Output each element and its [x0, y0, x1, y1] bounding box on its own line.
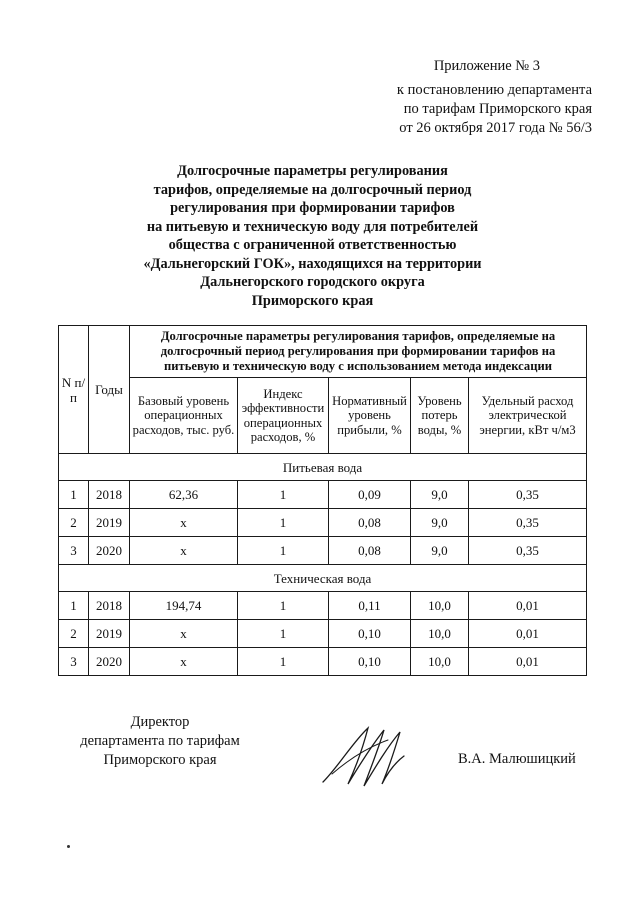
table-cell: 1 — [238, 592, 329, 620]
table-cell: 0,35 — [469, 537, 587, 565]
header-year: Годы — [89, 326, 130, 454]
signatory-role — [60, 713, 260, 770]
header-main: Долгосрочные параметры регулирования тарифов, определяемые на долгосрочный период регулирования при формировании тарифов на питьевую и техническую воду с использованием метода индексации — [130, 326, 587, 378]
appendix-ref-line: к постановлению департамента — [396, 82, 592, 98]
table-cell: 2020 — [89, 648, 130, 676]
table-row — [59, 481, 587, 509]
table-cell: 2018 — [89, 481, 130, 509]
table-cell: 2018 — [89, 592, 130, 620]
table-row — [59, 592, 587, 620]
title-line: общества с ограниченной ответственностью — [168, 237, 457, 253]
table-cell: 194,74 — [130, 592, 238, 620]
title-line: тарифов, определяемые на долгосрочный период — [153, 181, 472, 198]
appendix-ref-line: от 26 октября 2017 года № 56/3 — [399, 120, 592, 136]
table-cell: х — [130, 537, 238, 565]
appendix-ref-line: по тарифам Приморского края — [403, 101, 592, 117]
table-cell: 9,0 — [411, 481, 469, 509]
header-efficiency-index: Индекс эффективности операционных расходов, % — [238, 378, 329, 454]
section-header: Питьевая вода — [59, 454, 587, 481]
table-cell: 3 — [59, 537, 89, 565]
table-cell: 0,08 — [329, 509, 411, 537]
role-line: департамента по тарифам — [80, 733, 240, 749]
table-cell: 2019 — [89, 620, 130, 648]
table-cell: 0,10 — [329, 648, 411, 676]
table-cell: 1 — [238, 537, 329, 565]
table-cell: 1 — [238, 620, 329, 648]
title-line: регулирования при формировании тарифов — [170, 200, 455, 216]
table-cell: 0,01 — [469, 592, 587, 620]
header-num: N п/п — [59, 326, 89, 454]
table-cell: х — [130, 648, 238, 676]
table-cell: 62,36 — [130, 481, 238, 509]
title-line: Дальнегорского городского округа — [200, 274, 425, 290]
appendix-label: Приложение № 3 — [433, 58, 540, 74]
document-title — [80, 162, 545, 310]
table-cell: 2019 — [89, 509, 130, 537]
table-cell: 0,10 — [329, 620, 411, 648]
table-cell: 10,0 — [411, 620, 469, 648]
table-cell: 0,01 — [469, 620, 587, 648]
parameters-table — [58, 325, 587, 676]
table-cell: х — [130, 509, 238, 537]
header-energy-use: Удельный расход электрической энергии, кВт ч/м3 — [469, 378, 587, 454]
table-cell: х — [130, 620, 238, 648]
table-cell: 0,35 — [469, 481, 587, 509]
section-header: Техническая вода — [59, 565, 587, 592]
table-cell: 9,0 — [411, 537, 469, 565]
table-cell: 10,0 — [411, 592, 469, 620]
title-line: на питьевую и техническую воду для потребителей — [146, 218, 479, 235]
table-cell: 1 — [238, 509, 329, 537]
header-base-opex: Базовый уровень операционных расходов, тыс. руб. — [130, 378, 238, 454]
title-line: Приморского края — [251, 292, 374, 309]
table-cell: 3 — [59, 648, 89, 676]
table-cell: 0,11 — [329, 592, 411, 620]
table-cell: 0,09 — [329, 481, 411, 509]
table-cell: 1 — [59, 481, 89, 509]
header-water-loss: Уровень потерь воды, % — [411, 378, 469, 454]
table-cell: 2020 — [89, 537, 130, 565]
table-cell: 1 — [238, 481, 329, 509]
table-body — [59, 454, 587, 676]
handwritten-signature — [318, 722, 408, 790]
table-cell: 0,35 — [469, 509, 587, 537]
table-row — [59, 537, 587, 565]
appendix-reference — [397, 81, 592, 138]
table-cell: 2 — [59, 620, 89, 648]
table-cell: 0,08 — [329, 537, 411, 565]
table-cell: 9,0 — [411, 509, 469, 537]
table-cell: 0,01 — [469, 648, 587, 676]
role-line: Директор — [130, 714, 190, 730]
table-row — [59, 509, 587, 537]
table-cell: 1 — [238, 648, 329, 676]
scan-speck — [67, 845, 70, 848]
table-row — [59, 620, 587, 648]
appendix-header — [0, 0, 640, 140]
title-line: Долгосрочные параметры регулирования — [177, 163, 448, 179]
table-cell: 10,0 — [411, 648, 469, 676]
table-cell: 1 — [59, 592, 89, 620]
role-line: Приморского края — [103, 752, 217, 768]
signatory-name: В.А. Малюшицкий — [458, 751, 576, 767]
title-line: «Дальнегорский ГОК», находящихся на территории — [143, 255, 482, 272]
table-cell: 2 — [59, 509, 89, 537]
table-row — [59, 648, 587, 676]
header-profit-level: Нормативный уровень прибыли, % — [329, 378, 411, 454]
